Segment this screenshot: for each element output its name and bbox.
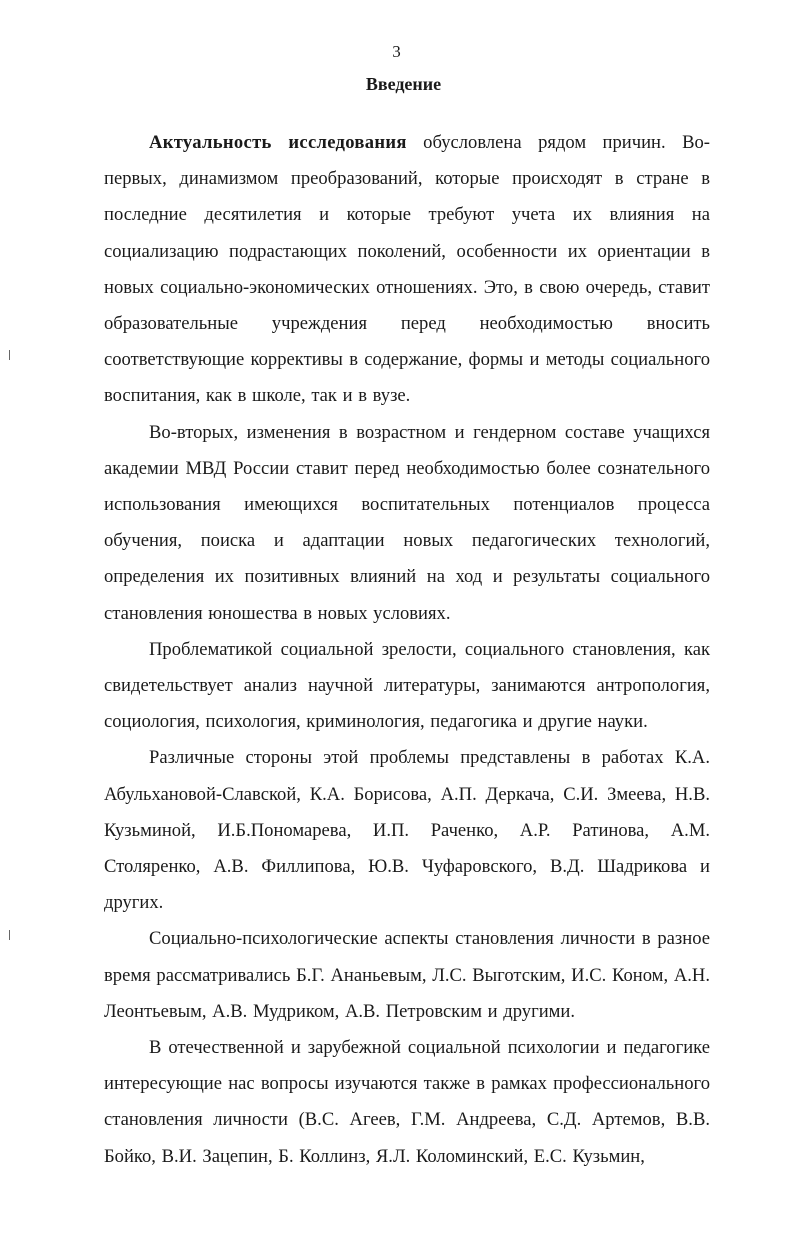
body-text <box>104 125 710 1175</box>
paragraph-relevance <box>104 125 710 415</box>
paragraph: Во-вторых, изменения в возрастном и гендерном составе учащихся академии МВД России ставит перед необходимостью более сознательного использования имеющихся воспитательных потенциалов процесса обучения, поиска и адаптации новых педагогических технологий, определения их позитивных влияний на ход и результаты социального становления юношества в новых условиях. <box>104 421 710 624</box>
paragraph: Социально-психологические аспекты становления личности в разное время рассматривались Б.Г. Ананьевым, Л.С. Выготским, И.С. Коном, А.Н. Леонтьевым, А.В. Мудриком, А.В. Петровским и другими. <box>104 928 710 1022</box>
page-number: 3 <box>392 42 401 61</box>
paragraph-lead: Актуальность исследования <box>149 132 407 153</box>
paragraph: В отечественной и зарубежной социальной психологии и педагогике интересующие нас вопросы изучаются также в рамках профессионального становления личности (В.С. Агеев, Г.М. Андреева, С.Д. Артемов, В.В. Бойко, В.И. Зацепин, Б. Коллинз, Я.Л. Коломинский, Е.С. Кузьмин, <box>104 1037 710 1167</box>
section-title: Введение <box>365 74 442 94</box>
paragraph-text: обусловлена рядом причин. Во-первых, динамизмом преобразований, которые происходят в стране в последние десятилетия и которые требуют учета их влияния на социализацию подрастающих поколений, особенности их ориентации в новых социально-экономических отношениях. Это, в свою очередь, ставит образовательные учреждения перед необходимостью вносить соответствующие коррективы в содержание, формы и методы социального воспитания, как в школе, так и в вузе. <box>104 132 711 407</box>
paragraph: Различные стороны этой проблемы представлены в работах К.А. Абульхановой-Славской, К.А. Борисова, А.П. Деркача, С.И. Змеева, Н.В. Кузьминой, И.Б.Пономарева, И.П. Раченко, А.Р. Ратинова, А.М. Столяренко, А.В. Филлипова, Ю.В. Чуфаровского, В.Д. Шадрикова и других. <box>104 747 710 914</box>
paragraph: Проблематикой социальной зрелости, социального становления, как свидетельствует анализ научной литературы, занимаются антропология, социология, психология, криминология, педагогика и другие науки. <box>104 638 710 733</box>
margin-mark <box>9 350 10 360</box>
margin-mark <box>9 930 10 940</box>
